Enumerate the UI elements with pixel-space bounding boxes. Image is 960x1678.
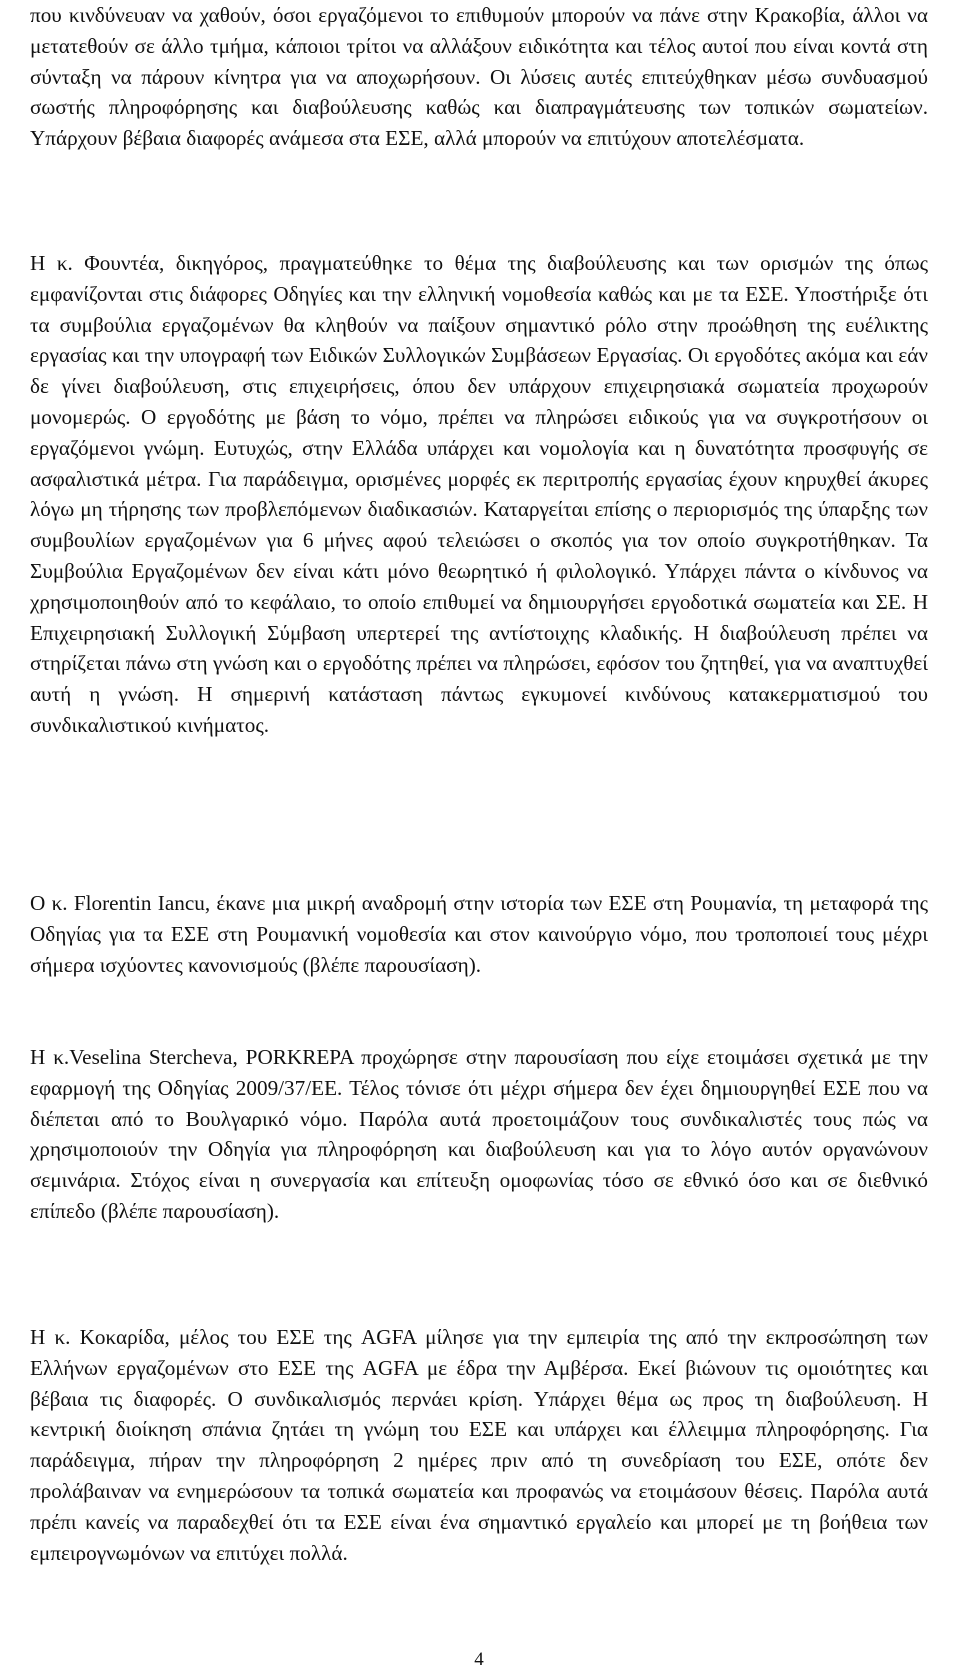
paragraph-4: Η κ.Veselina Stercheva, PORKREPA προχώρησε στην παρουσίαση που είχε ετοιμάσει σχετικά με την εφαρμογή της Οδηγίας 2009/37/ΕΕ. Τέλος τόνισε ότι μέχρι σήμερα δεν έχει δημιουργηθεί ΕΣΕ που να διέπεται από το Βουλγαρικό νόμο. Παρόλα αυτά προετοιμάζουν τους συνδικαλιστές τους πώς να χρησιμοποιούν την Οδηγία για πληροφόρηση και διαβούλευση και για το λόγο αυτόν οργανώνουν σεμινάρια. Στόχος είναι η συνεργασία και επίτευξη ομοφωνίας τόσο σε εθνικό όσο και σε διεθνικό επίπεδο (βλέπε παρουσίαση). — [30, 1045, 928, 1223]
paragraph-1: που κινδύνευαν να χαθούν, όσοι εργαζόμενοι το επιθυμούν μπορούν να πάνε στην Κρακοβία, άλλοι να μετατεθούν σε άλλο τμήμα, κάποιοι τρίτοι να αλλάξουν ειδικότητα και τέλος αυτοί που είναι κοντά στη σύνταξη να πάρουν κίνητρα για να αποχωρήσουν. Οι λύσεις αυτές επιτεύχθηκαν μέσω συνδυασμού σωστής πληροφόρησης και διαβούλευσης καθώς και διαπραγμάτευσης των τοπικών σωματείων. Υπάρχουν βέβαια διαφορές ανάμεσα στα ΕΣΕ, αλλά μπορούν να επιτύχουν αποτελέσματα. — [30, 3, 928, 151]
page-number: 4 — [474, 1649, 484, 1670]
paragraph-5: Η κ. Κοκαρίδα, μέλος του ΕΣΕ της AGFA μίλησε για την εμπειρία της από την εκπροσώπηση των Ελλήνων εργαζομένων στο ΕΣΕ της AGFA με έδρα την Αμβέρσα. Εκεί βιώνουν τις ομοιότητες και βέβαια τις διαφορές. Ο συνδικαλισμός περνάει κρίση. Υπάρχει θέμα ως προς τη διαβούλευση. Η κεντρική διοίκηση σπάνια ζητάει τη γνώμη του ΕΣΕ και υπάρχει και έλλειμμα πληροφόρησης. Για παράδειγμα, πήραν την πληροφόρηση 2 ημέρες πριν από τη συνεδρίαση του ΕΣΕ, οπότε δεν προλάβαιναν να ενημερώσουν τα τοπικά σωματεία και προφανώς να ετοιμάσουν θέσεις. Παρόλα αυτά πρέπι κανείς να παραδεχθεί ότι τα ΕΣΕ είναι ένα σημαντικό εργαλείο και μπορεί με τη βοήθεια των εμπειρογνωμόνων να επιτύχει πολλά. — [30, 1325, 928, 1565]
document-page — [30, 0, 928, 1678]
paragraph-2: Η κ. Φουντέα, δικηγόρος, πραγματεύθηκε το θέμα της διαβούλευσης και των ορισμών της όπως εμφανίζονται στις διάφορες Οδηγίες και την ελληνική νομοθεσία καθώς και με τα ΕΣΕ. Υποστήριξε ότι τα συμβούλια εργαζομένων θα κληθούν να παίξουν σημαντικό ρόλο στην προώθηση της ευέλικτης εργασίας και την υπογραφή των Ειδικών Συλλογικών Συμβάσεων Εργασίας. Οι εργοδότες ακόμα και εάν δε γίνει διαβούλευση, στις επιχειρήσεις, όπου δεν υπάρχουν επιχειρησιακά σωματεία προχωρούν μονομερώς. Ο εργοδότης με βάση το νόμο, πρέπει να πληρώσει ειδικούς για να συγκροτήσουν οι εργαζόμενοι γνώμη. Ευτυχώς, στην Ελλάδα υπάρχει και νομολογία και η δυνατότητα προσφυγής σε ασφαλιστικά μέτρα. Για παράδειγμα, ορισμένες μορφές εκ περιτροπής εργασίας έχουν κηρυχθεί άκυρες λόγω μη τήρησης των προβλεπόμενων διαδικασιών. Καταργείται επίσης ο περιορισμός της ύπαρξης των συμβουλίων εργαζομένων για 6 μήνες αφού τελειώσει ο σκοπός για τον οποίο συγκροτήθηκαν. Τα Συμβούλια Εργαζομένων δεν είναι κάτι μόνο θεωρητικό ή φιλολογικό. Υπάρχει πάντα ο κίνδυνος να χρησιμοποιηθούν από το κεφάλαιο, το οποίο επιθυμεί να δημιουργήσει εργοδοτικά σωματεία και ΣΕ. Η Επιχειρησιακή Συλλογική Σύμβαση υπερτερεί της αντίστοιχης κλαδικής. Η διαβούλευση πρέπει να στηρίζεται πάνω στη γνώση και ο εργοδότης πρέπει να πληρώσει, εφόσον του ζητηθεί, για να αναπτυχθεί αυτή η γνώση. Η σημερινή κατάσταση πάντως εγκυμονεί κινδύνους κατακερματισμού του συνδικαλιστικού κινήματος. — [30, 251, 928, 737]
paragraph-3: Ο κ. Florentin Iancu, έκανε μια μικρή αναδρομή στην ιστορία των ΕΣΕ στη Ρουμανία, τη μεταφορά της Οδηγίας για τα ΕΣΕ στη Ρουμανική νομοθεσία και στον καινούργιο νόμο, που τροποποιεί τους μέχρι σήμερα ισχύοντες κανονισμούς (βλέπε παρουσίαση). — [30, 891, 928, 977]
